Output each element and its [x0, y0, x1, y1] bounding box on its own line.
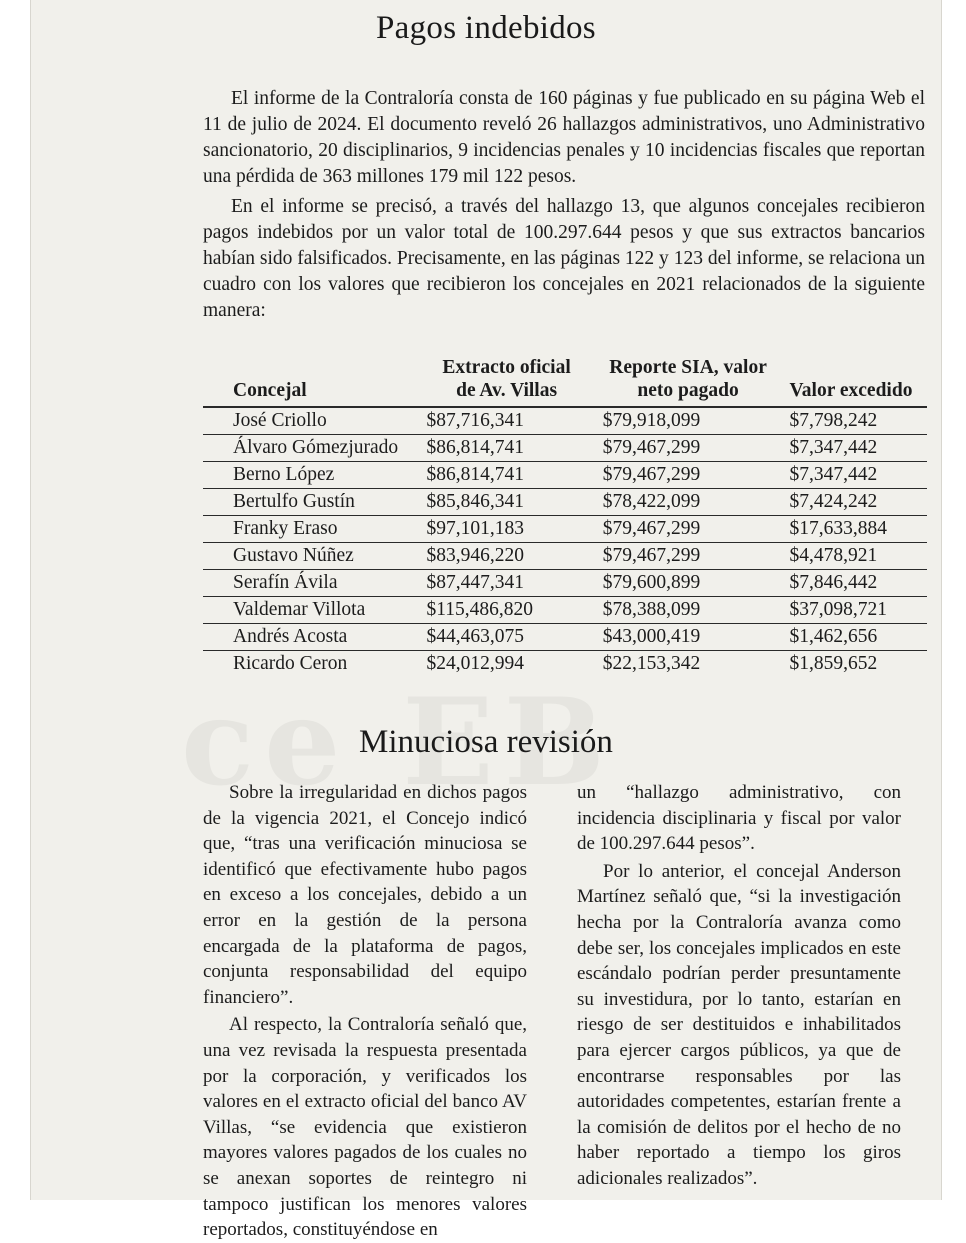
table-row: [203, 597, 927, 624]
cell-reporte: $43,000,419: [593, 624, 780, 651]
concejales-payments-table: [203, 354, 927, 677]
cell-extracto: $87,716,341: [417, 407, 593, 435]
cell-extracto: $85,846,341: [417, 489, 593, 516]
cell-extracto: $86,814,741: [417, 462, 593, 489]
cell-reporte: $79,467,299: [593, 435, 780, 462]
cell-reporte: $79,467,299: [593, 462, 780, 489]
hallazgo-paragraph: En el informe se precisó, a través del hallazgo 13, que algunos concejales recibieron pagos indebidos por un valor total de 100.297.644 pesos y que sus extractos bancarios habían sido falsificados. Precisamente, en las páginas 122 y 123 del informe, se relaciona un cuadro con los valores que recibieron los concejales en 2021 relacionados de la siguiente manera:: [203, 196, 925, 321]
cell-concejal: Álvaro Gómezjurado: [203, 435, 417, 462]
cell-concejal: Franky Eraso: [203, 516, 417, 543]
column-paragraph: Por lo anterior, el concejal Anderson Martínez señaló que, “si la investigación hecha por la Contraloría avanza como debe ser, los concejales implicados en este escándalo podrían perder presuntamente su investidura, por lo tanto, estarían en riesgo de ser destituidos e inhabilitados para ejercer cargos públicos, ya que de encontrarse responsables por las autoridades competentes, estarían frente a la comisión de delitos por el hecho de no haber reportado a tiempo los giros adicionales realizados”.: [577, 860, 901, 1189]
section-title-minuciosa-revision: Minuciosa revisión: [359, 724, 613, 760]
cell-concejal: Berno López: [203, 462, 417, 489]
cell-extracto: $86,814,741: [417, 435, 593, 462]
cell-reporte: $79,467,299: [593, 543, 780, 570]
table-row: [203, 407, 927, 435]
cell-excedido: $7,798,242: [779, 407, 927, 435]
column-paragraph: Al respecto, la Contraloría señaló que, una vez revisada la respuesta presentada por la corporación, y verificados los valores en el extracto oficial del banco AV Villas, “se evidencia que existieron mayores valores pagados de los cuales no se anexan soportes de reintegro ni tampoco justifican los menores valores reportados, constituyéndose en: [203, 1014, 527, 1241]
cell-reporte: $22,153,342: [602, 653, 701, 674]
cell-concejal: Ricardo Ceron: [233, 653, 348, 674]
cell-excedido: $4,478,921: [779, 543, 927, 570]
header-extracto-oficial: [417, 354, 593, 407]
cell-concejal: José Criollo: [203, 407, 417, 435]
article-column-right: [577, 780, 901, 1192]
table-row: [203, 516, 927, 543]
cell-excedido: $1,859,652: [789, 653, 878, 674]
cell-concejal: Bertulfo Gustín: [203, 489, 417, 516]
table-row: [203, 624, 927, 651]
table-row: [203, 462, 927, 489]
column-paragraph: Sobre la irregularidad en dichos pagos de la vigencia 2021, el Concejo indicó que, “tras una verificación minuciosa se identificó que efectivamente hubo pagos en exceso a los concejales, debido a un error en la gestión de la persona encargada de la plataforma de pagos, conjunta responsabilidad del equipo financiero”.: [203, 782, 527, 1008]
header-extracto-text: Extracto oficial de Av. Villas: [442, 357, 571, 401]
table-row: [203, 651, 927, 678]
cell-concejal: Valdemar Villota: [203, 597, 417, 624]
cell-extracto: $44,463,075: [417, 624, 593, 651]
intro-paragraph: El informe de la Contraloría consta de 160 páginas y fue publicado en su página Web el 11 de julio de 2024. El documento reveló 26 hallazgos administrativos, uno Administrativo sancionatorio, 20 disciplinarios, 9 incidencias penales y 10 incidencias fiscales que reportan una pérdida de 363 millones 179 mil 122 pesos.: [203, 88, 925, 187]
cell-concejal: Gustavo Núñez: [203, 543, 417, 570]
cell-reporte: $79,918,099: [593, 407, 780, 435]
cell-reporte: $79,467,299: [593, 516, 780, 543]
table-row: [203, 543, 927, 570]
cell-excedido: $17,633,884: [779, 516, 927, 543]
cell-excedido: $7,347,442: [779, 462, 927, 489]
cell-reporte: $78,422,099: [593, 489, 780, 516]
cell-excedido: $7,424,242: [779, 489, 927, 516]
section-title-pagos-indebidos: Pagos indebidos: [376, 10, 596, 46]
cell-concejal: Andrés Acosta: [203, 624, 417, 651]
cell-extracto: $87,447,341: [417, 570, 593, 597]
column-paragraph-continued: un “hallazgo administrativo, con incidencia disciplinaria y fiscal por valor de 100.297.644 pesos”.: [577, 782, 901, 855]
cell-extracto: $24,012,994: [426, 653, 524, 674]
cell-excedido: $7,846,442: [779, 570, 927, 597]
cell-concejal: Serafín Ávila: [203, 570, 417, 597]
table-header-row: [203, 354, 927, 407]
header-valor-excedido: Valor excedido: [779, 354, 927, 407]
header-concejal: Concejal: [203, 354, 417, 407]
cell-excedido: $7,347,442: [779, 435, 927, 462]
header-reporte-sia: [593, 354, 780, 407]
table-row: [203, 570, 927, 597]
cell-extracto: $115,486,820: [417, 597, 593, 624]
table-row: [203, 435, 927, 462]
table-row: [203, 489, 927, 516]
cell-extracto: $97,101,183: [417, 516, 593, 543]
cell-reporte: $79,600,899: [593, 570, 780, 597]
header-reporte-text: Reporte SIA, valor neto pagado: [609, 357, 767, 401]
newspaper-page: [30, 0, 942, 1241]
cell-excedido: $1,462,656: [779, 624, 927, 651]
cell-reporte: $78,388,099: [593, 597, 780, 624]
article-column-left: [203, 780, 527, 1243]
cell-extracto: $83,946,220: [417, 543, 593, 570]
cell-excedido: $37,098,721: [779, 597, 927, 624]
